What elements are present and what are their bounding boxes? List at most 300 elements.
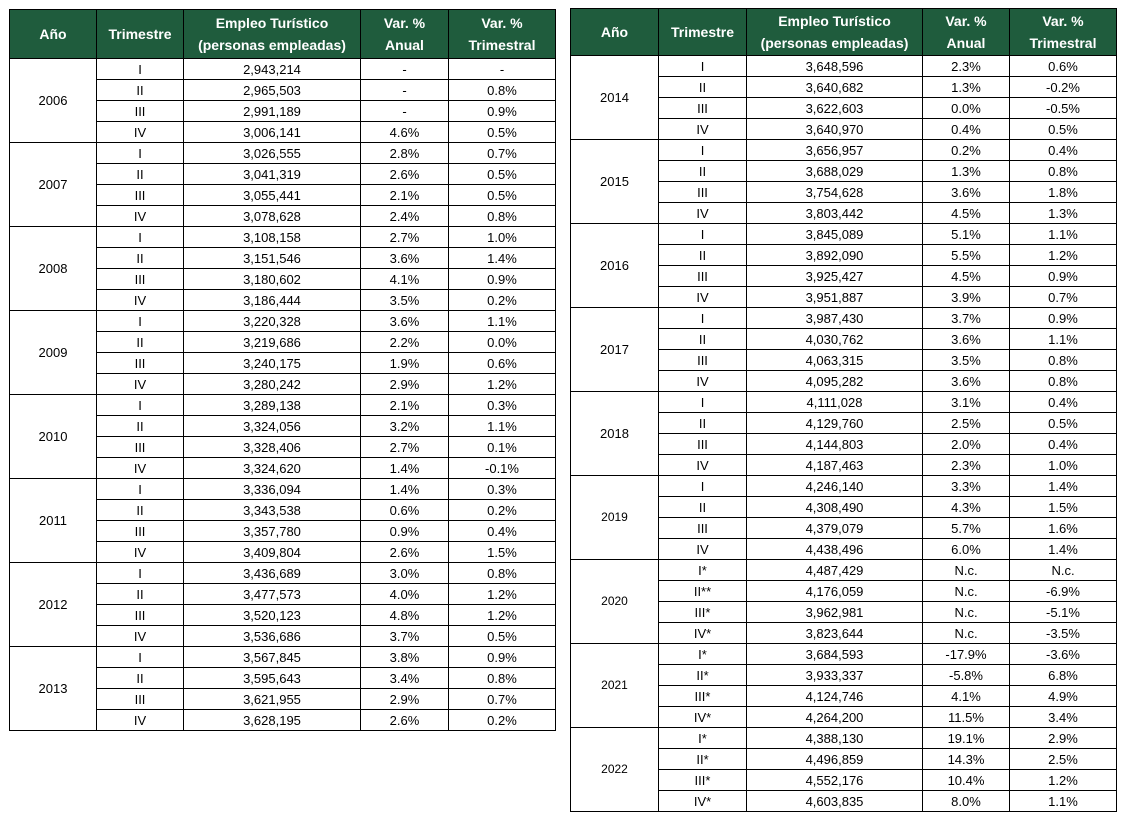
year-cell: 2006 — [10, 59, 97, 143]
employment-cell: 3,055,441 — [184, 185, 361, 206]
quarter-cell: IV — [97, 290, 184, 311]
quarterly-change-cell: 1.8% — [1010, 182, 1117, 203]
annual-change-cell: -5.8% — [923, 665, 1010, 686]
quarter-cell: II — [659, 413, 747, 434]
quarterly-change-cell: 0.2% — [449, 500, 556, 521]
annual-change-cell: 2.7% — [361, 227, 449, 248]
employment-cell: 3,477,573 — [184, 584, 361, 605]
annual-change-cell: 3.3% — [923, 476, 1010, 497]
quarterly-change-cell: 0.5% — [449, 164, 556, 185]
quarterly-change-cell: 1.5% — [1010, 497, 1117, 518]
table-row — [571, 308, 1117, 329]
quarterly-change-cell: 0.4% — [1010, 140, 1117, 161]
annual-change-cell: 4.5% — [923, 203, 1010, 224]
employment-cell: 3,688,029 — [747, 161, 923, 182]
annual-change-cell: 2.7% — [361, 437, 449, 458]
annual-change-cell: 2.5% — [923, 413, 1010, 434]
table-row — [10, 311, 556, 332]
annual-change-cell: 3.6% — [361, 311, 449, 332]
quarter-cell: III — [97, 521, 184, 542]
annual-change-cell: 19.1% — [923, 728, 1010, 749]
annual-change-cell: 1.9% — [361, 353, 449, 374]
employment-cell: 3,108,158 — [184, 227, 361, 248]
quarterly-change-cell: 1.2% — [1010, 245, 1117, 266]
year-cell: 2020 — [571, 560, 659, 644]
quarterly-change-cell: 0.6% — [1010, 56, 1117, 77]
quarterly-change-cell: -0.1% — [449, 458, 556, 479]
employment-cell: 4,129,760 — [747, 413, 923, 434]
quarter-cell: II — [97, 332, 184, 353]
quarter-cell: IV — [97, 710, 184, 731]
quarterly-change-cell: 1.1% — [1010, 791, 1117, 812]
quarterly-change-cell: 0.9% — [449, 269, 556, 290]
quarter-cell: IV* — [659, 707, 747, 728]
annual-change-cell: 2.3% — [923, 455, 1010, 476]
annual-change-cell: 2.8% — [361, 143, 449, 164]
annual-change-cell: 2.9% — [361, 374, 449, 395]
quarter-cell: II — [659, 497, 747, 518]
annual-change-cell: 3.1% — [923, 392, 1010, 413]
employment-cell: 3,925,427 — [747, 266, 923, 287]
annual-change-cell: 5.1% — [923, 224, 1010, 245]
annual-change-cell: 4.0% — [361, 584, 449, 605]
employment-cell: 4,144,803 — [747, 434, 923, 455]
year-cell: 2013 — [10, 647, 97, 731]
quarterly-change-cell: N.c. — [1010, 560, 1117, 581]
employment-cell: 3,436,689 — [184, 563, 361, 584]
quarterly-change-cell: 1.1% — [449, 416, 556, 437]
employment-cell: 3,823,644 — [747, 623, 923, 644]
annual-change-cell: - — [361, 59, 449, 80]
annual-change-cell: 0.2% — [923, 140, 1010, 161]
quarter-cell: IV — [659, 287, 747, 308]
annual-change-cell: 3.2% — [361, 416, 449, 437]
employment-cell: 4,379,079 — [747, 518, 923, 539]
quarter-cell: III* — [659, 686, 747, 707]
quarter-cell: III* — [659, 770, 747, 791]
quarterly-change-cell: 0.5% — [1010, 119, 1117, 140]
employment-cell: 3,186,444 — [184, 290, 361, 311]
table-row — [571, 728, 1117, 749]
quarter-cell: I* — [659, 644, 747, 665]
employment-cell: 3,803,442 — [747, 203, 923, 224]
quarterly-change-cell: 1.6% — [1010, 518, 1117, 539]
quarter-cell: I — [97, 563, 184, 584]
quarter-cell: I — [97, 479, 184, 500]
employment-cell: 4,308,490 — [747, 497, 923, 518]
annual-change-cell: 3.6% — [361, 248, 449, 269]
employment-cell: 3,357,780 — [184, 521, 361, 542]
annual-change-cell: 2.9% — [361, 689, 449, 710]
quarterly-change-cell: 1.1% — [1010, 224, 1117, 245]
quarter-cell: III — [97, 353, 184, 374]
header-row — [571, 9, 1117, 56]
annual-change-cell: 4.6% — [361, 122, 449, 143]
quarter-cell: II — [659, 77, 747, 98]
annual-change-cell: 3.7% — [361, 626, 449, 647]
employment-cell: 3,409,804 — [184, 542, 361, 563]
employment-cell: 2,965,503 — [184, 80, 361, 101]
annual-change-cell: 3.8% — [361, 647, 449, 668]
employment-cell: 3,151,546 — [184, 248, 361, 269]
quarter-cell: IV — [97, 374, 184, 395]
annual-change-cell: 8.0% — [923, 791, 1010, 812]
annual-change-cell: 3.7% — [923, 308, 1010, 329]
quarter-cell: I — [97, 311, 184, 332]
quarterly-change-cell: -0.5% — [1010, 98, 1117, 119]
quarter-cell: II** — [659, 581, 747, 602]
employment-cell: 3,536,686 — [184, 626, 361, 647]
annual-change-cell: 6.0% — [923, 539, 1010, 560]
employment-cell: 4,176,059 — [747, 581, 923, 602]
quarterly-change-cell: 0.8% — [449, 668, 556, 689]
quarterly-change-cell: 0.9% — [449, 101, 556, 122]
annual-change-cell: 0.0% — [923, 98, 1010, 119]
quarterly-change-cell: 0.9% — [1010, 266, 1117, 287]
annual-change-cell: 1.4% — [361, 479, 449, 500]
header-quarter: Trimestre — [97, 10, 184, 59]
quarterly-change-cell: 0.2% — [449, 290, 556, 311]
table-row — [10, 563, 556, 584]
annual-change-cell: 11.5% — [923, 707, 1010, 728]
annual-change-cell: - — [361, 101, 449, 122]
quarter-cell: IV — [97, 626, 184, 647]
employment-cell: 4,246,140 — [747, 476, 923, 497]
employment-cell: 3,987,430 — [747, 308, 923, 329]
employment-cell: 3,684,593 — [747, 644, 923, 665]
table-row — [571, 644, 1117, 665]
table-row — [571, 476, 1117, 497]
annual-change-cell: 1.4% — [361, 458, 449, 479]
quarter-cell: II — [97, 164, 184, 185]
quarter-cell: IV — [97, 122, 184, 143]
year-cell: 2012 — [10, 563, 97, 647]
quarterly-change-cell: -6.9% — [1010, 581, 1117, 602]
quarterly-change-cell: 1.0% — [1010, 455, 1117, 476]
employment-cell: 4,388,130 — [747, 728, 923, 749]
employment-cell: 2,943,214 — [184, 59, 361, 80]
employment-cell: 3,289,138 — [184, 395, 361, 416]
quarterly-change-cell: 1.5% — [449, 542, 556, 563]
annual-change-cell: 0.6% — [361, 500, 449, 521]
quarter-cell: III — [97, 605, 184, 626]
table-row — [571, 560, 1117, 581]
employment-cell: 3,280,242 — [184, 374, 361, 395]
quarterly-change-cell: 0.9% — [1010, 308, 1117, 329]
table-body-left — [10, 59, 556, 731]
header-year: Año — [10, 10, 97, 59]
quarterly-change-cell: 0.2% — [449, 710, 556, 731]
quarter-cell: III* — [659, 602, 747, 623]
quarterly-change-cell: 0.5% — [449, 626, 556, 647]
year-cell: 2018 — [571, 392, 659, 476]
header-annual-change: Var. % Anual — [361, 10, 449, 59]
quarter-cell: III — [659, 182, 747, 203]
quarter-cell: IV — [659, 455, 747, 476]
employment-cell: 3,041,319 — [184, 164, 361, 185]
employment-cell: 3,640,970 — [747, 119, 923, 140]
header-quarterly-change: Var. % Trimestral — [449, 10, 556, 59]
quarterly-change-cell: 1.2% — [449, 605, 556, 626]
annual-change-cell: 2.3% — [923, 56, 1010, 77]
quarterly-change-cell: 2.9% — [1010, 728, 1117, 749]
employment-cell: 3,628,195 — [184, 710, 361, 731]
year-cell: 2019 — [571, 476, 659, 560]
table-row — [10, 479, 556, 500]
annual-change-cell: 1.3% — [923, 77, 1010, 98]
quarter-cell: III — [97, 689, 184, 710]
annual-change-cell: 3.0% — [361, 563, 449, 584]
quarterly-change-cell: 1.0% — [449, 227, 556, 248]
quarter-cell: I — [659, 224, 747, 245]
employment-cell: 3,933,337 — [747, 665, 923, 686]
employment-cell: 3,026,555 — [184, 143, 361, 164]
header-quarterly-change: Var. % Trimestral — [1010, 9, 1117, 56]
year-cell: 2017 — [571, 308, 659, 392]
annual-change-cell: 14.3% — [923, 749, 1010, 770]
annual-change-cell: 3.5% — [361, 290, 449, 311]
annual-change-cell: N.c. — [923, 560, 1010, 581]
quarter-cell: II — [97, 668, 184, 689]
quarterly-change-cell: 1.4% — [449, 248, 556, 269]
quarterly-change-cell: 0.5% — [449, 185, 556, 206]
employment-cell: 4,095,282 — [747, 371, 923, 392]
quarter-cell: II — [659, 245, 747, 266]
employment-cell: 4,124,746 — [747, 686, 923, 707]
quarter-cell: III — [659, 98, 747, 119]
year-cell: 2008 — [10, 227, 97, 311]
quarterly-change-cell: 0.6% — [449, 353, 556, 374]
quarterly-change-cell: 2.5% — [1010, 749, 1117, 770]
quarterly-change-cell: 1.2% — [1010, 770, 1117, 791]
employment-cell: 3,622,603 — [747, 98, 923, 119]
quarterly-change-cell: 0.8% — [449, 206, 556, 227]
annual-change-cell: 3.6% — [923, 371, 1010, 392]
employment-cell: 4,030,762 — [747, 329, 923, 350]
quarterly-change-cell: 0.7% — [449, 689, 556, 710]
table-body-right — [571, 56, 1117, 812]
employment-cell: 3,951,887 — [747, 287, 923, 308]
quarter-cell: I — [659, 56, 747, 77]
employment-cell: 3,336,094 — [184, 479, 361, 500]
quarterly-change-cell: 0.3% — [449, 479, 556, 500]
quarter-cell: II — [97, 584, 184, 605]
quarter-cell: I — [659, 476, 747, 497]
table-row — [571, 224, 1117, 245]
header-annual-change: Var. % Anual — [923, 9, 1010, 56]
quarterly-change-cell: 6.8% — [1010, 665, 1117, 686]
quarter-cell: I* — [659, 560, 747, 581]
quarterly-change-cell: 1.3% — [1010, 203, 1117, 224]
quarterly-change-cell: 0.4% — [1010, 434, 1117, 455]
quarterly-change-cell: 0.5% — [1010, 413, 1117, 434]
quarter-cell: I — [659, 392, 747, 413]
quarter-cell: II — [659, 329, 747, 350]
header-employment: Empleo Turístico (personas empleadas) — [184, 10, 361, 59]
quarter-cell: III — [659, 350, 747, 371]
quarterly-change-cell: -0.2% — [1010, 77, 1117, 98]
annual-change-cell: 2.6% — [361, 164, 449, 185]
quarter-cell: II* — [659, 665, 747, 686]
employment-cell: 3,648,596 — [747, 56, 923, 77]
employment-cell: 3,240,175 — [184, 353, 361, 374]
quarter-cell: I — [97, 395, 184, 416]
header-employment: Empleo Turístico (personas empleadas) — [747, 9, 923, 56]
quarterly-change-cell: 0.8% — [1010, 161, 1117, 182]
employment-table-right — [570, 8, 1117, 812]
table-row — [10, 143, 556, 164]
year-cell: 2014 — [571, 56, 659, 140]
employment-cell: 4,187,463 — [747, 455, 923, 476]
year-cell: 2011 — [10, 479, 97, 563]
table-row — [571, 392, 1117, 413]
annual-change-cell: 0.9% — [361, 521, 449, 542]
annual-change-cell: 3.6% — [923, 329, 1010, 350]
quarter-cell: IV — [97, 458, 184, 479]
year-cell: 2022 — [571, 728, 659, 812]
employment-cell: 2,991,189 — [184, 101, 361, 122]
employment-cell: 3,845,089 — [747, 224, 923, 245]
quarterly-change-cell: 1.4% — [1010, 476, 1117, 497]
employment-cell: 3,324,056 — [184, 416, 361, 437]
annual-change-cell: N.c. — [923, 581, 1010, 602]
quarterly-change-cell: 0.8% — [1010, 350, 1117, 371]
annual-change-cell: 2.6% — [361, 542, 449, 563]
employment-cell: 3,343,538 — [184, 500, 361, 521]
quarter-cell: III — [97, 437, 184, 458]
header-quarter: Trimestre — [659, 9, 747, 56]
quarter-cell: III — [659, 434, 747, 455]
table-row — [10, 395, 556, 416]
employment-cell: 3,324,620 — [184, 458, 361, 479]
quarter-cell: II — [659, 161, 747, 182]
quarter-cell: III — [97, 101, 184, 122]
employment-cell: 4,603,835 — [747, 791, 923, 812]
quarter-cell: I — [97, 143, 184, 164]
quarterly-change-cell: -3.6% — [1010, 644, 1117, 665]
quarter-cell: I — [659, 140, 747, 161]
header-row — [10, 10, 556, 59]
annual-change-cell: 4.3% — [923, 497, 1010, 518]
employment-cell: 3,595,643 — [184, 668, 361, 689]
employment-cell: 4,552,176 — [747, 770, 923, 791]
employment-cell: 3,219,686 — [184, 332, 361, 353]
annual-change-cell: - — [361, 80, 449, 101]
quarterly-change-cell: 0.1% — [449, 437, 556, 458]
quarter-cell: II — [97, 500, 184, 521]
annual-change-cell: 2.2% — [361, 332, 449, 353]
employment-cell: 3,078,628 — [184, 206, 361, 227]
employment-cell: 3,754,628 — [747, 182, 923, 203]
quarterly-change-cell: 0.7% — [449, 143, 556, 164]
quarter-cell: II — [97, 80, 184, 101]
employment-cell: 3,006,141 — [184, 122, 361, 143]
annual-change-cell: 1.3% — [923, 161, 1010, 182]
table-row — [10, 227, 556, 248]
quarter-cell: III — [659, 266, 747, 287]
quarter-cell: IV* — [659, 623, 747, 644]
employment-cell: 4,063,315 — [747, 350, 923, 371]
annual-change-cell: 3.6% — [923, 182, 1010, 203]
annual-change-cell: 3.4% — [361, 668, 449, 689]
annual-change-cell: 3.9% — [923, 287, 1010, 308]
table-row — [571, 140, 1117, 161]
quarterly-change-cell: 0.0% — [449, 332, 556, 353]
employment-cell: 3,520,123 — [184, 605, 361, 626]
employment-cell: 3,962,981 — [747, 602, 923, 623]
quarterly-change-cell: 1.2% — [449, 584, 556, 605]
year-cell: 2016 — [571, 224, 659, 308]
quarterly-change-cell: 0.5% — [449, 122, 556, 143]
quarterly-change-cell: -3.5% — [1010, 623, 1117, 644]
employment-table-left — [9, 9, 556, 731]
annual-change-cell: N.c. — [923, 602, 1010, 623]
quarterly-change-cell: 0.8% — [1010, 371, 1117, 392]
quarter-cell: IV — [659, 371, 747, 392]
quarter-cell: IV — [97, 542, 184, 563]
quarterly-change-cell: 1.4% — [1010, 539, 1117, 560]
employment-cell: 3,328,406 — [184, 437, 361, 458]
quarterly-change-cell: -5.1% — [1010, 602, 1117, 623]
table-row — [10, 647, 556, 668]
table-row — [10, 59, 556, 80]
header-year: Año — [571, 9, 659, 56]
quarter-cell: II — [97, 416, 184, 437]
employment-cell: 4,111,028 — [747, 392, 923, 413]
quarterly-change-cell: 0.9% — [449, 647, 556, 668]
quarter-cell: IV — [659, 539, 747, 560]
quarterly-change-cell: 1.1% — [1010, 329, 1117, 350]
quarterly-change-cell: - — [449, 59, 556, 80]
quarterly-change-cell: 4.9% — [1010, 686, 1117, 707]
quarterly-change-cell: 0.8% — [449, 80, 556, 101]
quarterly-change-cell: 3.4% — [1010, 707, 1117, 728]
quarter-cell: III — [97, 185, 184, 206]
quarter-cell: I — [97, 227, 184, 248]
annual-change-cell: 5.7% — [923, 518, 1010, 539]
annual-change-cell: 2.0% — [923, 434, 1010, 455]
annual-change-cell: -17.9% — [923, 644, 1010, 665]
quarterly-change-cell: 0.4% — [449, 521, 556, 542]
annual-change-cell: N.c. — [923, 623, 1010, 644]
annual-change-cell: 2.6% — [361, 710, 449, 731]
quarter-cell: I — [97, 647, 184, 668]
employment-cell: 4,438,496 — [747, 539, 923, 560]
year-cell: 2015 — [571, 140, 659, 224]
employment-cell: 4,264,200 — [747, 707, 923, 728]
quarterly-change-cell: 1.2% — [449, 374, 556, 395]
employment-cell: 3,892,090 — [747, 245, 923, 266]
employment-cell: 3,180,602 — [184, 269, 361, 290]
employment-cell: 3,621,955 — [184, 689, 361, 710]
year-cell: 2007 — [10, 143, 97, 227]
quarter-cell: IV — [659, 203, 747, 224]
employment-cell: 3,640,682 — [747, 77, 923, 98]
quarter-cell: I* — [659, 728, 747, 749]
quarter-cell: II — [97, 248, 184, 269]
annual-change-cell: 4.1% — [923, 686, 1010, 707]
quarterly-change-cell: 0.3% — [449, 395, 556, 416]
table-row — [571, 56, 1117, 77]
quarter-cell: I — [97, 59, 184, 80]
annual-change-cell: 4.1% — [361, 269, 449, 290]
quarterly-change-cell: 0.4% — [1010, 392, 1117, 413]
annual-change-cell: 2.1% — [361, 185, 449, 206]
employment-cell: 4,487,429 — [747, 560, 923, 581]
employment-cell: 3,220,328 — [184, 311, 361, 332]
year-cell: 2010 — [10, 395, 97, 479]
employment-cell: 3,656,957 — [747, 140, 923, 161]
